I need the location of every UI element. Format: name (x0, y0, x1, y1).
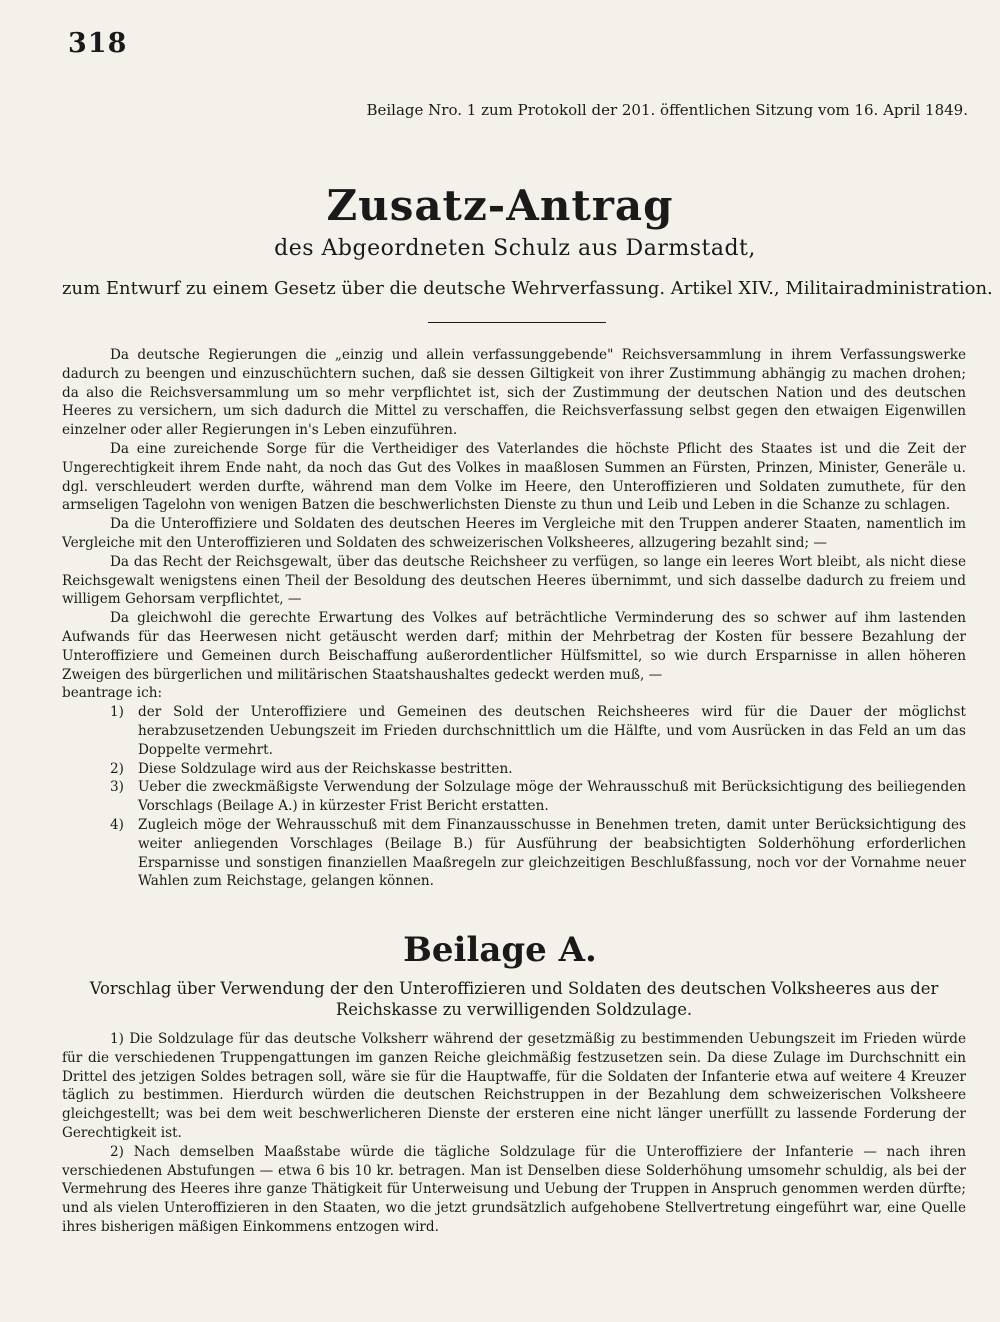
protocol-header: Beilage Nro. 1 zum Protokoll der 201. öffentlichen Sitzung vom 16. April 1849. (366, 101, 968, 119)
appendix-body (62, 1030, 966, 1237)
paragraph: Da deutsche Regierungen die „einzig und allein verfassunggebende" Reichsversammlung in ihrem Verfassungswerke dadurch zu beengen und einzuschüchtern suchen, daß sie dessen Giltigkeit von ihrer Zustimmung abhängig zu machen drohen; da also die Reichsversammlung um so mehr verpflichtet ist, sich der Zustimmung der deutschen Nation und des deutschen Heeres zu versichern, um sich dadurch die Mittel zu verschaffen, die Reichsverfassung selbst gegen den etwaigen Eigenwillen einzelner oder aller Regierungen in's Leben einzuführen. (62, 347, 966, 439)
list-item (62, 778, 966, 816)
appendix-subtitle: Vorschlag über Verwendung der den Unteroffizieren und Soldaten des deutschen Volksheeres aus der Reichskasse zu verwilligenden Soldzulage. (89, 979, 939, 1019)
paragraph: Da gleichwohl die gerechte Erwartung des Volkes auf beträchtliche Verminderung des so schwer auf ihm lastenden Aufwands für das Heerwesen nicht getäuscht werden darf; mithin der Mehrbetrag der Kosten für bessere Bezahlung der Unteroffiziere und Gemeinen durch Beischaffung außerordentlicher Hülfsmittel, so wie durch Ersparnisse in allen höheren Zweigen des bürgerlichen und militärischen Staatshaushaltes gedeckt werden muß, — (62, 610, 966, 683)
list-item-text: Diese Soldzulage wird aus der Reichskasse bestritten. (138, 760, 513, 777)
list-item-number: 1) (110, 704, 124, 721)
paragraph: Da die Unteroffiziere und Soldaten des deutschen Heeres im Vergleiche mit den Truppen anderer Staaten, namentlich im Vergleiche mit den Unteroffizieren und Soldaten des schweizerischen Volksheeres, allzugering bezahlt sind; — (62, 516, 966, 551)
list-item (62, 760, 966, 779)
paragraph: 1) Die Soldzulage für das deutsche Volksherr während der gesetzmäßig zu bestimmenden Uebungszeit im Frieden würde für die verschiedenen Truppengattungen im ganzen Reiche gleichmäßig festzusetzen sein. Da diese Zulage im Durchschnitt ein Drittel des jetzigen Soldes betragen soll, wäre sie für die Hauptwaffe, für die Soldaten der Infanterie etwa auf weitere 4 Kreuzer täglich zu bestimmen. Hierdurch würden die deutschen Reichstruppen in der Bezahlung dem schweizerischen Volksheere gleichgestellt; was bei dem weit beschwerlicheren Dienste der ersteren eine nicht länger unerfüllt zu lassende Forderung der Gerechtigkeit ist. (62, 1031, 966, 1141)
document-subtitle: des Abgeordneten Schulz aus Darmstadt, (274, 236, 756, 261)
paragraph: Da eine zureichende Sorge für die Vertheidiger des Vaterlandes die höchste Pflicht des Staates ist und die Zeit der Ungerechtigkeit ihrem Ende naht, da noch das Gut des Volkes in maaßlosen Summen an Fürsten, Prinzen, Minister, Generäle u. dgl. verschleudert werden durfte, während man dem Volke im Heere, den Unteroffizieren und Soldaten zumuthete, für den armseligen Tagelohn von wenigen Batzen die beschwerlichsten Dienste zu thun und Leib und Leben in die Schanze zu schlagen. (62, 440, 966, 514)
paragraph: beantrage ich: (62, 685, 163, 702)
list-item (62, 703, 966, 759)
list-item-number: 2) (110, 760, 124, 777)
page-number: 318 (68, 28, 128, 59)
appendix-title: Beilage A. (403, 930, 597, 970)
paragraph: Da das Recht der Reichsgewalt, über das deutsche Reichsheer zu verfügen, so lange ein leeres Wort bleibt, als nicht diese Reichsgewalt wenigstens einen Theil der Besoldung des deutschen Heeres übernimmt, und sich dasselbe dadurch zu freiem und willigem Gehorsam verpflichtet, — (62, 553, 966, 608)
list-item-text: Ueber die zweckmäßigste Verwendung der Solzulage möge der Wehrausschuß mit Berücksichtigung des beiliegenden Vorschlags (Beilage A.) in kürzester Frist Bericht erstatten. (138, 779, 966, 815)
document-title: Zusatz-Antrag (326, 181, 674, 230)
list-item (62, 816, 966, 891)
list-item-number: 3) (110, 779, 124, 796)
motion-body (62, 346, 966, 891)
paragraph: 2) Nach demselben Maaßstabe würde die tägliche Soldzulage für die Unteroffiziere der Infanterie — nach ihren verschiedenen Abstufungen — etwa 6 bis 10 kr. betragen. Man ist Denselben diese Solderhöhung umsomehr schuldig, als bei der Vermehrung des Heeres ihre ganze Thätigkeit für Unterweisung und Uebung der Truppen in Anspruch genommen werden dürfte; und als vielen Unteroffizieren in den Staaten, wo die jetzt grundsätzlich aufgehobene Stellvertretung eingeführt war, eine Quelle ihres bisherigen mäßigen Einkommens entzogen wird. (62, 1143, 966, 1235)
list-item-text: der Sold der Unteroffiziere und Gemeinen des deutschen Reichsheeres wird für die Dauer der möglichst herabzusetzenden Uebungszeit im Frieden durchschnittlich um die Hälfte, und vom Ausrücken in das Feld an um das Doppelte vermehrt. (138, 704, 966, 758)
title-divider (428, 322, 606, 323)
list-item-text: Zugleich möge der Wehrausschuß mit dem Finanzausschusse in Benehmen treten, damit unter Berücksichtigung des weiter anliegenden Vorschlages (Beilage B.) für Ausführung der beabsichtigten Solderhöhung erforderlichen Ersparnisse und sonstigen finanziellen Maaßregeln zur gleichzeitigen Beschlußfassung, noch vor der Vornahme neuer Wahlen zum Reichstage, gelangen können. (138, 816, 966, 890)
list-item-number: 4) (110, 816, 124, 833)
document-subtitle-secondary: zum Entwurf zu einem Gesetz über die deutsche Wehrverfassung. Artikel XIV., Militairadministration. (62, 278, 993, 299)
